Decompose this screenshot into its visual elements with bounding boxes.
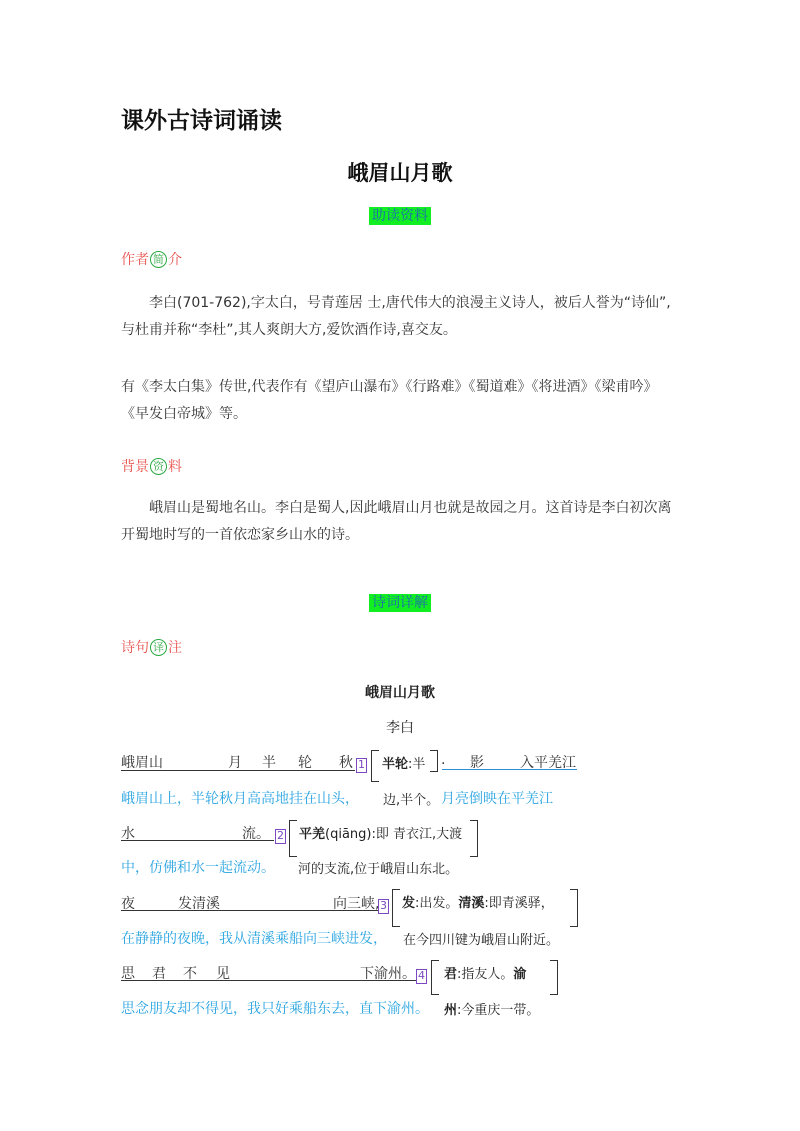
verse-1-part2: 月: [228, 755, 242, 771]
verse-1-part4: 轮: [298, 755, 312, 771]
author-paragraph-2: [121, 347, 681, 428]
note-4-continued: [444, 999, 539, 1018]
verse-notes-heading: [121, 637, 182, 657]
translation-1-continued: 月亮倒映在平羌江: [441, 791, 553, 807]
author-intro-heading: [121, 249, 182, 269]
note-1: [382, 753, 425, 772]
translation-1: 峨眉山上，半轮秋月高高地挂在山头，: [121, 791, 359, 807]
verse-4-part4: 见: [216, 966, 230, 982]
note-bracket-left: [392, 889, 400, 927]
note-number-3-text: 3: [380, 899, 387, 912]
poem-title: 峨眉山月歌: [347, 161, 453, 185]
note-bracket-left: [371, 750, 379, 782]
note-1-continued: 边,半个。: [383, 793, 440, 808]
verse-4-part2: 君: [152, 966, 166, 982]
circled-char-icon: 译: [150, 639, 167, 656]
verse-1-part3: 半: [262, 755, 276, 771]
author-p2-line1: 有《李太白集》传世,代表作有《望庐山瀑布》《行路难》《蜀道难》《将进酒》《梁甫吟》: [121, 379, 658, 395]
verse-1-underline: [121, 770, 355, 771]
verse-1-dot: .: [441, 752, 446, 768]
poem-heading: 峨眉山月歌: [365, 685, 435, 701]
page-title: 课外古诗词诵读: [121, 108, 282, 134]
verse-heading-part2: 注: [168, 640, 182, 656]
note-number-4: [416, 964, 427, 984]
reading-material-label: 助读资料: [369, 207, 431, 225]
note-4-term1: 君: [444, 967, 458, 982]
author-p1-line1: 李白(701-762),字太白，号青莲居 士,唐代伟大的浪漫主义诗人，被后人誉为“诗仙”,: [149, 295, 671, 311]
note-bracket-right: [470, 820, 478, 857]
translation-4: 思念朋友却不得见，我只好乘船东去，直下渝州。: [121, 1001, 429, 1017]
note-4: [444, 963, 526, 982]
author-heading-part2: 介: [168, 252, 182, 268]
author-p2-line2: 《早发白帝城》等。: [121, 406, 247, 422]
note-3-term2: 清溪: [458, 896, 485, 911]
translation-2: 中，仿佛和水一起流动。: [121, 860, 275, 876]
verse-3-underline: [121, 910, 378, 911]
reading-material-heading: [0, 205, 800, 225]
note-4-cont-term: 州: [444, 1003, 458, 1018]
explanation-label: 诗词详解: [369, 594, 431, 612]
note-3: [402, 892, 554, 911]
note-3-term1: 发: [402, 896, 416, 911]
verse-1-part1: 峨眉山: [121, 755, 163, 771]
note-number-4-text: 4: [418, 969, 425, 982]
verse-1-blue-underline: [442, 769, 577, 770]
note-2-term: 平羌: [299, 827, 326, 842]
note-4-text1: :指友人。: [457, 967, 514, 982]
verse-4-part5: 下渝州。: [360, 966, 416, 982]
verse-3-part2: 发清溪: [178, 896, 220, 912]
background-heading-part2: 料: [168, 459, 182, 475]
verse-2-part2: 流。: [242, 826, 270, 842]
background-heading: [121, 456, 182, 476]
note-number-2-text: 2: [277, 829, 284, 842]
note-number-2: [275, 824, 286, 844]
note-2-continued: 河的支流,位于峨眉山东北。: [298, 862, 459, 877]
note-1-text: :半: [408, 757, 426, 772]
circled-char-icon: 资: [150, 458, 167, 475]
background-heading-part1: 背景: [121, 459, 149, 475]
note-bracket-left: [431, 960, 439, 995]
author-paragraph-1: [121, 290, 681, 344]
circled-char-icon: 简: [150, 251, 167, 268]
verse-4-part1: 思: [121, 966, 135, 982]
note-number-3: [378, 894, 389, 914]
note-2: [299, 823, 462, 842]
note-2-text: (qiāng):即 青衣江,大渡: [325, 827, 463, 842]
note-3-text1: :出发。: [415, 896, 459, 911]
author-p1-line2: 与杜甫并称“李杜”,其人爽朗大方,爱饮酒作诗,喜交友。: [121, 322, 457, 338]
verse-1-part5: 秋: [339, 755, 353, 771]
verse-3-part3: 向三峡,: [333, 896, 380, 912]
note-bracket-right: [550, 960, 558, 995]
verse-1-right2: 入平羌江: [520, 755, 576, 771]
verse-heading-part1: 诗句: [121, 640, 149, 656]
note-3-text2: :即青溪驿，: [484, 896, 554, 911]
background-line1: 峨眉山是蜀地名山。李白是蜀人,因此峨眉山月也就是故园之月。这首诗是李白初次离: [149, 500, 672, 516]
note-4-cont-text: :今重庆一带。: [457, 1003, 540, 1018]
background-paragraph: [121, 495, 681, 549]
verse-2-part1: 水: [121, 826, 135, 842]
poem-author: 李白: [386, 720, 414, 736]
note-bracket-right: [570, 889, 578, 927]
verse-2-underline: [121, 840, 274, 841]
note-3-continued: 在今四川键为峨眉山附近。: [403, 933, 560, 948]
verse-3-part1: 夜: [121, 896, 135, 912]
explanation-heading: [0, 592, 800, 612]
note-number-1-text: 1: [358, 758, 365, 771]
background-line2: 开蜀地时写的一首依恋家乡山水的诗。: [121, 527, 359, 543]
verse-4-underline: [121, 980, 416, 981]
verse-1-right1: 影: [470, 755, 484, 771]
verse-4-part3: 不: [183, 966, 197, 982]
note-bracket-left: [289, 820, 297, 857]
translation-3: 在静静的夜晚，我从清溪乘船向三峡进发，: [121, 931, 387, 947]
note-1-term: 半轮: [382, 757, 409, 772]
author-heading-part1: 作者: [121, 252, 149, 268]
note-bracket-right: [430, 750, 438, 772]
note-number-1: [356, 753, 367, 773]
note-4-term2: 渝: [513, 967, 527, 982]
